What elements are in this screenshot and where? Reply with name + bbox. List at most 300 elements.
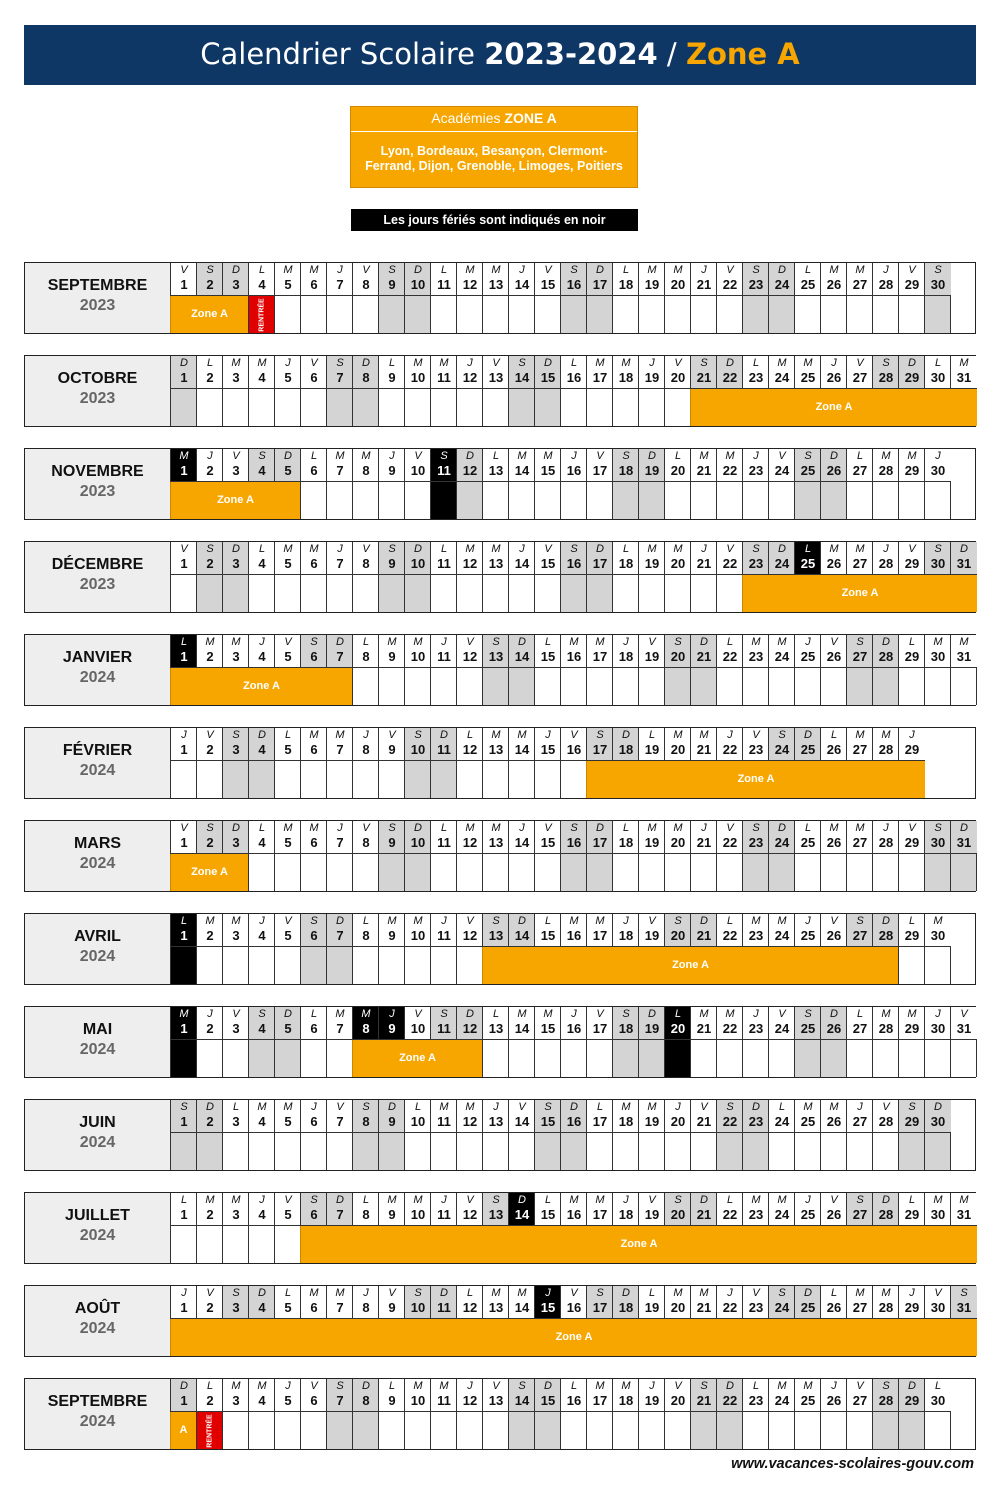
weekday-letter: D: [752, 1101, 760, 1113]
day-cell: [196, 1007, 222, 1077]
weekday-letter: V: [830, 915, 838, 927]
day-cell: [508, 635, 534, 705]
day-number: 19: [644, 835, 660, 850]
day-cell: [560, 1007, 586, 1077]
day-cell: [248, 1379, 274, 1449]
day-number: 1: [180, 370, 188, 385]
weekday-letter: V: [648, 1194, 656, 1206]
day-number: 12: [462, 277, 478, 292]
weekday-letter: J: [935, 450, 941, 462]
day-cell: [820, 449, 846, 519]
day-number: 31: [956, 1207, 972, 1222]
day-cell: [560, 728, 586, 798]
day-cell: [430, 356, 456, 426]
weekday-letter: M: [777, 915, 787, 927]
weekday-letter: V: [544, 543, 552, 555]
day-number: 10: [410, 463, 426, 478]
day-number: 25: [800, 463, 816, 478]
weekday-letter: L: [440, 264, 448, 276]
day-number: 26: [826, 742, 842, 757]
day-number: 28: [878, 742, 894, 757]
day-cell: [456, 542, 482, 612]
day-cell: [456, 821, 482, 891]
day-number: 7: [336, 1300, 344, 1315]
day-number: 10: [410, 649, 426, 664]
weekday-letter: D: [570, 1101, 578, 1113]
day-cell: [586, 1007, 612, 1077]
day-number: 18: [618, 1393, 634, 1408]
weekday-letter: S: [700, 357, 708, 369]
weekday-letter: V: [830, 636, 838, 648]
day-number: 12: [462, 1021, 478, 1036]
day-number: 11: [437, 742, 451, 757]
day-cell: [378, 1100, 404, 1170]
day-cell: [404, 449, 430, 519]
day-number: 1: [180, 1207, 188, 1222]
day-number: 20: [670, 1114, 686, 1129]
day-number: 7: [336, 1021, 344, 1036]
weekday-letter: V: [466, 915, 474, 927]
weekday-letter: J: [571, 450, 577, 462]
day-number: 23: [748, 1300, 764, 1315]
day-number: 31: [956, 649, 972, 664]
day-number: 15: [540, 463, 556, 478]
weekday-letter: L: [544, 915, 552, 927]
weekday-letter: J: [805, 1194, 811, 1206]
day-number: 16: [566, 463, 582, 478]
day-number: 3: [232, 1300, 240, 1315]
day-number: 22: [722, 1207, 738, 1222]
day-number: 9: [388, 649, 396, 664]
day-number: 3: [232, 928, 240, 943]
day-number: 20: [670, 649, 686, 664]
month-name: FÉVRIER: [62, 742, 133, 759]
weekday-letter: L: [206, 357, 214, 369]
weekday-letter: L: [622, 264, 630, 276]
weekday-letter: S: [570, 822, 578, 834]
weekday-letter: J: [909, 1287, 915, 1299]
day-number: 23: [748, 1207, 764, 1222]
weekday-letter: D: [388, 1101, 396, 1113]
weekday-letter: M: [881, 1008, 891, 1020]
day-cell: [768, 1007, 794, 1077]
weekday-letter: M: [959, 1194, 969, 1206]
day-number: 8: [362, 1300, 370, 1315]
day-cell: [664, 821, 690, 891]
day-cell: [482, 821, 508, 891]
weekday-letter: M: [647, 543, 657, 555]
weekday-letter: D: [596, 543, 604, 555]
day-cell: [222, 356, 248, 426]
day-number: 17: [592, 556, 608, 571]
day-number: 26: [826, 928, 842, 943]
day-number: 30: [930, 835, 946, 850]
day-cell: [638, 635, 664, 705]
weekday-letter: D: [258, 1287, 266, 1299]
weekday-letter: V: [856, 1380, 864, 1392]
day-cell: [586, 356, 612, 426]
day-number: 21: [696, 742, 712, 757]
weekday-letter: S: [440, 450, 448, 462]
weekday-letter: V: [596, 450, 604, 462]
day-number: 9: [388, 1114, 396, 1129]
day-cell: [846, 1379, 872, 1449]
day-number: 8: [362, 463, 370, 478]
weekday-letter: M: [231, 1194, 241, 1206]
day-number: 25: [800, 1021, 816, 1036]
day-cell: [560, 821, 586, 891]
day-number: 23: [748, 277, 764, 292]
day-cell: [534, 728, 560, 798]
academies-list: Lyon, Bordeaux, Besançon, Clermont-Ferrand, Dijon, Grenoble, Limoges, Poitiers: [365, 144, 623, 173]
day-cell: [794, 635, 820, 705]
day-cell: [924, 449, 951, 519]
weekday-letter: J: [363, 729, 369, 741]
day-number: 28: [878, 835, 894, 850]
day-number: 8: [362, 1021, 370, 1036]
weekday-letter: M: [699, 1287, 709, 1299]
weekday-letter: J: [883, 543, 889, 555]
weekday-letter: V: [284, 915, 292, 927]
day-number: 3: [232, 370, 240, 385]
weekday-letter: L: [804, 822, 812, 834]
day-cell: [794, 263, 820, 333]
month-label: [25, 635, 170, 705]
weekday-letter: J: [441, 1194, 447, 1206]
rentree-marker: [249, 296, 274, 333]
day-number: 15: [540, 649, 556, 664]
day-number: 27: [852, 649, 868, 664]
weekday-letter: J: [753, 450, 759, 462]
day-number: 25: [800, 370, 816, 385]
weekday-letter: V: [856, 357, 864, 369]
day-number: 26: [826, 835, 842, 850]
day-number: 5: [284, 835, 292, 850]
day-cell: [768, 1379, 794, 1449]
weekday-letter: M: [751, 636, 761, 648]
weekday-letter: V: [596, 1008, 604, 1020]
day-number: 28: [878, 1021, 894, 1036]
day-number: 16: [566, 370, 582, 385]
day-number: 6: [310, 556, 318, 571]
day-cell: [378, 263, 404, 333]
weekday-letter: L: [726, 636, 734, 648]
day-number: 26: [826, 1114, 842, 1129]
day-cell: [716, 449, 742, 519]
day-number: 20: [670, 370, 686, 385]
day-cell: [326, 1379, 352, 1449]
weekday-letter: V: [206, 1287, 214, 1299]
day-cell: [404, 542, 430, 612]
day-cell: [612, 542, 638, 612]
month-year: 2024: [79, 1320, 116, 1337]
day-number: 3: [232, 1393, 240, 1408]
weekday-letter: S: [440, 1008, 448, 1020]
day-number: 12: [462, 370, 478, 385]
vacation-bar: Zone A: [170, 854, 248, 891]
day-number: 17: [592, 1114, 608, 1129]
day-cell: [664, 263, 690, 333]
weekday-letter: V: [388, 1287, 396, 1299]
day-cell: [534, 635, 560, 705]
month-label: [25, 728, 170, 798]
month-year: 2024: [79, 1227, 116, 1244]
weekday-letter: L: [830, 1287, 838, 1299]
day-number: 13: [488, 742, 504, 757]
weekday-letter: L: [232, 1101, 240, 1113]
day-number: 19: [644, 1207, 660, 1222]
day-number: 9: [388, 1207, 396, 1222]
weekday-letter: D: [804, 1287, 812, 1299]
weekday-letter: S: [934, 264, 942, 276]
day-number: 9: [388, 277, 396, 292]
day-cell: [612, 263, 638, 333]
day-cell: [326, 356, 352, 426]
day-number: 11: [437, 649, 451, 664]
day-cell: [430, 1100, 456, 1170]
day-number: 11: [437, 463, 451, 478]
day-cell: [794, 1100, 820, 1170]
weekday-letter: M: [699, 729, 709, 741]
weekday-letter: J: [701, 543, 707, 555]
weekday-letter: M: [777, 1194, 787, 1206]
day-cell: [872, 263, 898, 333]
day-number: 22: [722, 463, 738, 478]
day-cell: [586, 635, 612, 705]
day-number: 3: [232, 1207, 240, 1222]
day-number: 18: [618, 370, 634, 385]
day-cell: [248, 728, 274, 798]
weekday-letter: J: [259, 636, 265, 648]
day-number: 27: [852, 370, 868, 385]
day-cell: [950, 1007, 977, 1077]
weekday-letter: M: [699, 1008, 709, 1020]
month-row: [24, 355, 976, 427]
weekday-letter: D: [960, 822, 968, 834]
day-number: 15: [540, 1393, 556, 1408]
day-number: 27: [852, 1300, 868, 1315]
day-number: 25: [800, 1300, 816, 1315]
day-cell: [820, 263, 846, 333]
day-number: 25: [800, 835, 816, 850]
weekday-letter: J: [545, 729, 551, 741]
day-cell: [690, 542, 716, 612]
weekday-letter: D: [804, 729, 812, 741]
day-number: 18: [618, 1114, 634, 1129]
day-cell: [456, 914, 482, 984]
day-number: 22: [722, 835, 738, 850]
weekday-letter: M: [517, 1008, 527, 1020]
vacation-bar: Zone A: [742, 575, 977, 612]
weekday-letter: L: [466, 1287, 474, 1299]
day-number: 9: [388, 370, 396, 385]
day-number: 12: [462, 1393, 478, 1408]
day-cell: [248, 1007, 274, 1077]
day-number: 17: [592, 1207, 608, 1222]
month-row: [24, 727, 976, 799]
day-number: 15: [540, 1300, 556, 1315]
day-number: 23: [748, 649, 764, 664]
day-number: 29: [904, 1300, 920, 1315]
day-number: 30: [930, 1207, 946, 1222]
weekday-letter: L: [752, 1380, 760, 1392]
day-cell: [430, 914, 456, 984]
day-number: 19: [644, 928, 660, 943]
weekday-letter: S: [752, 543, 760, 555]
day-number: 5: [284, 1114, 292, 1129]
day-number: 21: [696, 463, 712, 478]
weekday-letter: V: [908, 543, 916, 555]
day-number: 26: [826, 1207, 842, 1222]
weekday-letter: D: [284, 450, 292, 462]
day-number: 16: [566, 928, 582, 943]
day-cell: [638, 356, 664, 426]
weekday-letter: S: [934, 822, 942, 834]
weekday-letter: D: [414, 264, 422, 276]
day-number: 16: [566, 1114, 582, 1129]
day-cell: [170, 1007, 196, 1077]
weekday-letter: L: [934, 357, 942, 369]
weekday-letter: M: [829, 1101, 839, 1113]
vacation-bar: Zone A: [170, 668, 352, 705]
day-number: 1: [180, 835, 188, 850]
weekday-letter: M: [829, 822, 839, 834]
day-cell: [352, 914, 378, 984]
weekday-letter: M: [933, 1194, 943, 1206]
day-cell: [612, 635, 638, 705]
weekday-letter: M: [569, 1194, 579, 1206]
day-cell: [560, 356, 586, 426]
day-number: 21: [696, 556, 712, 571]
weekday-letter: M: [283, 1101, 293, 1113]
weekday-letter: M: [413, 636, 423, 648]
day-number: 6: [310, 649, 318, 664]
day-number: 2: [206, 1207, 214, 1222]
day-number: 30: [930, 463, 946, 478]
day-number: 20: [670, 1207, 686, 1222]
day-cell: [612, 449, 638, 519]
day-cell: [248, 1100, 274, 1170]
weekday-letter: J: [389, 1008, 395, 1020]
weekday-letter: M: [803, 1101, 813, 1113]
weekday-letter: V: [934, 1287, 942, 1299]
weekday-letter: M: [413, 357, 423, 369]
weekday-letter: L: [492, 450, 500, 462]
weekday-letter: D: [336, 915, 344, 927]
weekday-letter: M: [257, 1380, 267, 1392]
day-cell: [820, 635, 846, 705]
day-cell: [274, 1193, 300, 1263]
day-cell: [352, 821, 378, 891]
day-number: 2: [206, 370, 214, 385]
day-number: 31: [956, 1300, 972, 1315]
day-number: 13: [488, 1114, 504, 1129]
day-number: 9: [388, 835, 396, 850]
day-cell: [794, 449, 820, 519]
day-number: 1: [180, 928, 188, 943]
day-cell: [742, 263, 768, 333]
day-cell: [742, 1379, 768, 1449]
day-cell: [846, 1007, 872, 1077]
weekday-letter: V: [388, 729, 396, 741]
weekday-letter: V: [310, 1380, 318, 1392]
weekday-letter: S: [258, 450, 266, 462]
weekday-letter: M: [647, 1101, 657, 1113]
day-cell: [560, 635, 586, 705]
day-number: 12: [462, 649, 478, 664]
day-cell: [560, 542, 586, 612]
day-cell: [534, 821, 560, 891]
day-cell: [950, 635, 977, 705]
day-cell: [872, 1007, 898, 1077]
weekday-letter: V: [726, 543, 734, 555]
day-number: 30: [930, 649, 946, 664]
day-number: 23: [748, 835, 764, 850]
weekday-letter: M: [881, 729, 891, 741]
weekday-letter: S: [492, 1194, 500, 1206]
weekday-letter: M: [205, 915, 215, 927]
weekday-letter: M: [777, 636, 787, 648]
day-number: 13: [488, 649, 504, 664]
weekday-letter: L: [726, 1194, 734, 1206]
day-number: 24: [774, 1021, 790, 1036]
day-number: 6: [310, 1300, 318, 1315]
day-cell: [430, 821, 456, 891]
weekday-letter: V: [544, 822, 552, 834]
day-cell: [508, 1007, 534, 1077]
day-number: 7: [336, 556, 344, 571]
day-cell: [846, 1100, 872, 1170]
weekday-letter: V: [284, 636, 292, 648]
month-row: [24, 913, 976, 985]
day-cell: [794, 821, 820, 891]
weekday-letter: M: [699, 450, 709, 462]
day-number: 7: [336, 1393, 344, 1408]
day-number: 26: [826, 370, 842, 385]
weekday-letter: M: [751, 1194, 761, 1206]
day-cell: [326, 542, 352, 612]
day-number: 19: [644, 1114, 660, 1129]
weekday-letter: M: [335, 1008, 345, 1020]
day-number: 3: [232, 277, 240, 292]
day-number: 13: [488, 1207, 504, 1222]
day-number: 16: [566, 556, 582, 571]
day-number: 26: [826, 556, 842, 571]
day-number: 5: [284, 928, 292, 943]
day-number: 30: [930, 1114, 946, 1129]
month-label: [25, 1379, 170, 1449]
weekday-letter: M: [569, 915, 579, 927]
day-cell: [300, 821, 326, 891]
day-cell: [274, 1100, 300, 1170]
month-row: [24, 262, 976, 334]
vacation-bar: Zone A: [586, 761, 925, 798]
weekday-letter: S: [518, 1380, 526, 1392]
day-number: 3: [232, 1114, 240, 1129]
day-number: 14: [514, 835, 530, 850]
day-number: 22: [722, 556, 738, 571]
day-cell: [534, 1379, 560, 1449]
weekday-letter: V: [414, 450, 422, 462]
weekday-letter: L: [388, 1380, 396, 1392]
weekday-letter: D: [934, 1101, 942, 1113]
day-cell: [196, 1193, 222, 1263]
day-number: 6: [310, 1393, 318, 1408]
weekday-letter: S: [804, 450, 812, 462]
weekday-letter: V: [570, 729, 578, 741]
day-cell: [508, 728, 534, 798]
day-cell: [768, 635, 794, 705]
